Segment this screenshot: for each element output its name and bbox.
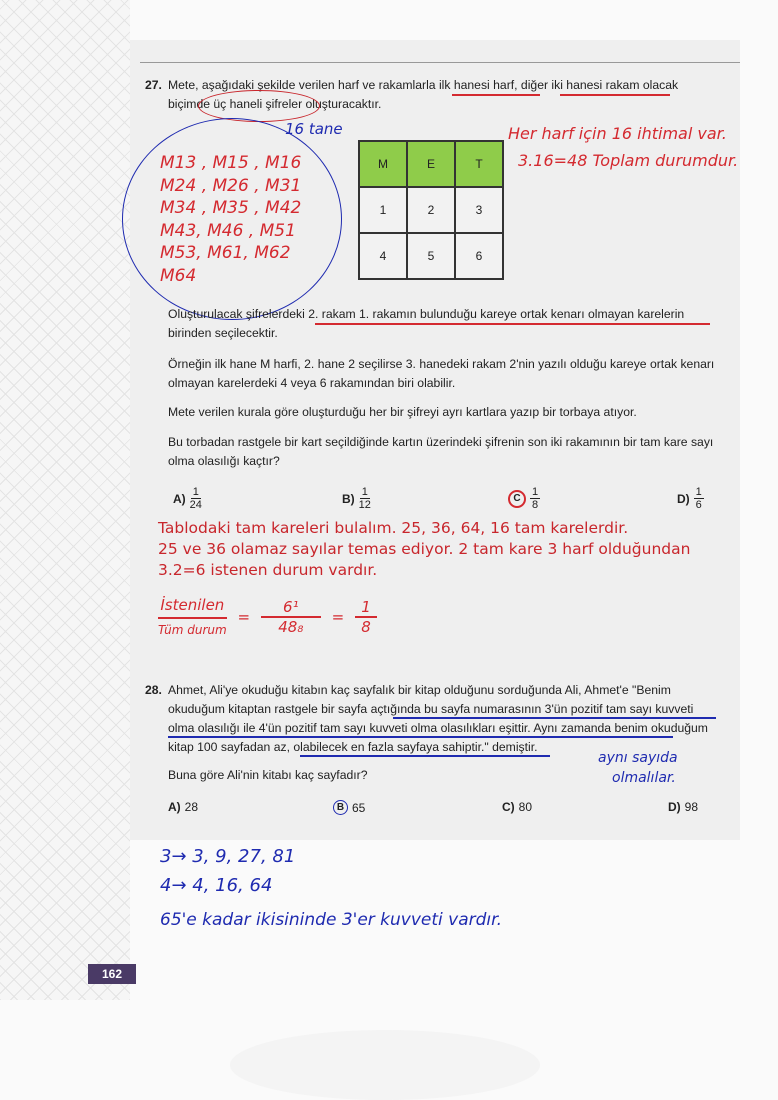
- page-margin-pattern: [0, 0, 130, 1000]
- q27-option-d[interactable]: [677, 486, 704, 511]
- denominator-label: Tüm durum: [158, 623, 227, 637]
- q27-option-b[interactable]: [342, 486, 371, 511]
- grid-cell: 5: [407, 233, 455, 279]
- fraction: [359, 486, 371, 511]
- q28-option-a[interactable]: [168, 800, 198, 814]
- page-number: 162: [88, 964, 136, 984]
- solution-line: 25 ve 36 olamaz sayılar temas ediyor. 2 tam kare 3 harf olduğundan: [158, 540, 691, 558]
- grid-cell: T: [455, 141, 503, 187]
- divider: [140, 62, 740, 63]
- handwritten-code-list: [160, 152, 301, 287]
- underline: [300, 755, 550, 757]
- grid-cell: M: [359, 141, 407, 187]
- numerator-label: İstenilen: [158, 596, 227, 619]
- powers-line: 3→ 3, 9, 27, 81: [160, 846, 296, 867]
- typed-solution: [158, 518, 690, 581]
- denominator: 12: [358, 499, 371, 511]
- grid-cell: 6: [455, 233, 503, 279]
- denominator: 8: [361, 617, 371, 636]
- handwritten-powers: [160, 842, 502, 935]
- underline: [168, 736, 673, 738]
- handwritten-count-note: 16 tane: [285, 120, 343, 138]
- red-circle-mark: [198, 90, 320, 122]
- option-value: 65: [352, 800, 366, 815]
- q27-action: Mete verilen kurala göre oluşturduğu her bir şifreyi ayrı kartlara yazıp bir torbaya atıyor.: [168, 405, 637, 419]
- underline: [315, 323, 710, 325]
- numerator: 1: [355, 598, 377, 618]
- grid-cell: 1: [359, 187, 407, 233]
- option-label-circled: C: [508, 490, 526, 508]
- fraction: [694, 486, 704, 511]
- q27-option-c-selected[interactable]: [508, 486, 540, 511]
- q27-intro: Mete, aşağıdaki şekilde verilen harf ve rakamlarla ilk hanesi harf, diğer iki hanesi rakam olacak biçimde üç haneli şifreler oluşturacaktır.: [168, 78, 679, 111]
- option-value: 98: [684, 800, 699, 814]
- code-list-line: M43, M46 , M51: [160, 220, 296, 241]
- side-note-line: Her harf için 16 ihtimal var.: [508, 124, 727, 143]
- denominator: 8: [532, 499, 539, 511]
- q27-number: 27.: [145, 78, 162, 92]
- underline: [393, 717, 716, 719]
- fraction: [190, 486, 202, 511]
- option-label: C): [502, 800, 515, 814]
- side-note-line: aynı sayıda: [598, 750, 678, 766]
- handwritten-side-note: [598, 748, 678, 788]
- option-label: B): [342, 491, 355, 506]
- q28-number: 28.: [145, 683, 162, 697]
- q28-option-c[interactable]: [502, 800, 532, 814]
- option-label: A): [168, 800, 181, 814]
- q27-example: Örneğin ilk hane M harfi, 2. hane 2 seçilirse 3. hanedeki rakam 2'nin yazılı olduğu kareye ortak kenarı olmayan karelerdeki 4 veya 6 rakamından biri olabilir.: [168, 357, 715, 390]
- numerator: 1: [532, 486, 539, 498]
- numerator: 6¹: [261, 598, 321, 618]
- code-list-line: M53, M61, M62: [160, 243, 291, 263]
- conclusion-line: 65'e kadar ikisininde 3'er kuvveti vardır.: [160, 910, 502, 930]
- side-note-line: olmalılar.: [612, 770, 676, 786]
- letter-digit-grid: [358, 140, 504, 280]
- handwritten-side-note: [508, 120, 738, 174]
- numerator: 1: [192, 486, 199, 498]
- code-list-line: M24 , M26 , M31: [160, 175, 302, 196]
- q28-option-d[interactable]: [668, 800, 698, 814]
- code-list-line: M34 , M35 , M42: [160, 198, 302, 218]
- numerator: 1: [695, 486, 702, 498]
- grid-cell: 3: [455, 187, 503, 233]
- q27-question: Bu torbadan rastgele bir kart seçildiğinde kartın üzerindeki şifrenin son iki rakamının bir tam kare sayı olma olasılığı kaçtır?: [168, 435, 714, 468]
- option-label: D): [668, 800, 681, 814]
- solution-line: Tablodaki tam kareleri bulalım. 25, 36, 64, 16 tam karelerdir.: [158, 519, 629, 537]
- code-list-line: M64: [160, 265, 197, 286]
- underline: [452, 94, 540, 96]
- grid-cell: 4: [359, 233, 407, 279]
- denominator: 6: [695, 499, 702, 511]
- scan-shadow: [230, 1030, 540, 1100]
- fraction: [530, 486, 540, 511]
- option-value: 80: [518, 800, 533, 814]
- grid-cell: 2: [407, 187, 455, 233]
- q28-text: Ahmet, Ali'ye okuduğu kitabın kaç sayfalık bir kitap olduğunu sorduğunda Ali, Ahmet'e "Benim okuduğum kitaptan rastgele bir sayfa açtığında bu sayfa numarasının 3'ün pozitif tam sayı kuvveti olma olasılığı ile 4'ün pozitif tam sayı kuvveti olma olasılıkları eşittir. Aynı zamanda benim okuduğum kitap 100 sayfadan az, olabilecek en fazla sayfaya sahiptir." demiştir.: [168, 683, 708, 754]
- option-label: A): [173, 491, 186, 506]
- option-label-circled: B: [333, 800, 348, 815]
- grid-cell: E: [407, 141, 455, 187]
- handwritten-probability: İstenilen Tüm durum = $\frac{\text{6¹}}{\text{48₈}}$ = $\frac{1}{8}$: [158, 596, 377, 637]
- q28-option-b-selected[interactable]: [333, 800, 365, 815]
- underline: [560, 94, 670, 96]
- option-label: D): [677, 491, 690, 506]
- side-note-line: 3.16=48 Toplam durumdur.: [518, 151, 739, 170]
- q28-question: Buna göre Ali'nin kitabı kaç sayfadır?: [168, 768, 368, 782]
- solution-line: 3.2=6 istenen durum vardır.: [158, 561, 378, 579]
- powers-line: 4→ 4, 16, 64: [160, 875, 273, 896]
- option-value: 28: [184, 800, 199, 814]
- denominator: 48₈: [278, 617, 304, 636]
- q27-rule: Oluşturulacak şifrelerdeki 2. rakam 1. rakamın bulunduğu kareye ortak kenarı olmayan karelerin birinden seçilecektir.: [168, 307, 685, 340]
- numerator: 1: [361, 486, 368, 498]
- code-list-line: M13 , M15 , M16: [160, 153, 302, 173]
- q27-option-a[interactable]: [173, 486, 202, 511]
- denominator: 24: [189, 499, 202, 511]
